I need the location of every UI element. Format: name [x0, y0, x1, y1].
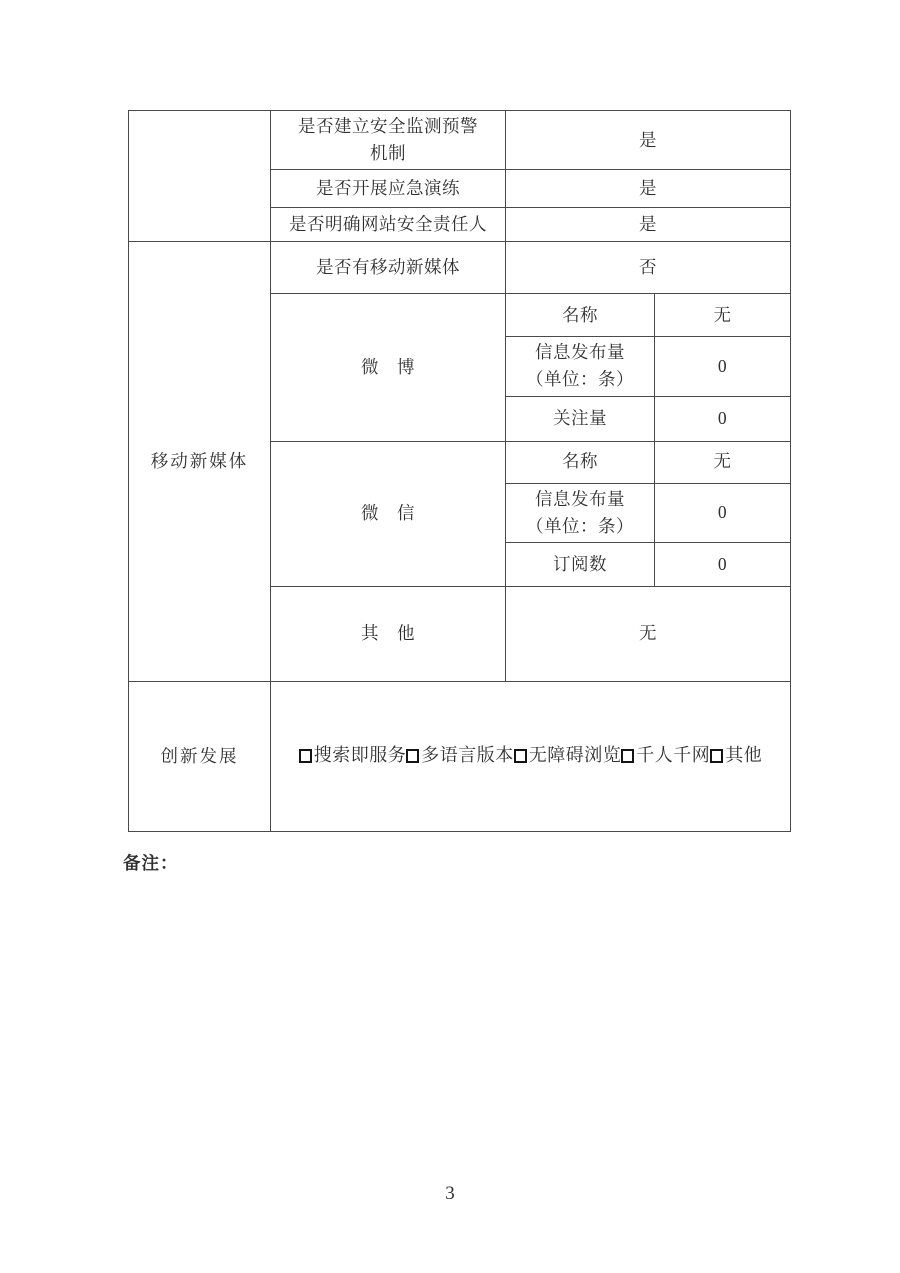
checkbox-other-icon[interactable] — [710, 749, 723, 763]
cell-security-monitor-label: 是否建立安全监测预警 机制 — [271, 111, 506, 170]
checkbox-label: 无障碍浏览 — [528, 745, 622, 766]
cell-weibo-posts-value: 0 — [655, 337, 791, 396]
cell-weibo-name-value: 无 — [655, 294, 791, 337]
cell-wechat-subscribers-label: 订阅数 — [506, 542, 655, 586]
cell-weibo-label: 微 博 — [271, 294, 506, 441]
cell-wechat-name-value: 无 — [655, 441, 791, 483]
cell-has-mobile-media-label: 是否有移动新媒体 — [271, 242, 506, 294]
checkbox-personalized-icon[interactable] — [621, 749, 634, 763]
checkbox-label: 多语言版本 — [421, 745, 514, 766]
cell-security-officer-value: 是 — [506, 208, 791, 242]
cell-other-media-label: 其 他 — [271, 586, 506, 681]
cell-wechat-name-label: 名称 — [506, 441, 655, 483]
table-row — [129, 242, 791, 294]
innovation-option — [710, 742, 762, 770]
cell-innovation-section-label: 创新发展 — [129, 681, 271, 831]
checkbox-label: 搜索即服务 — [313, 745, 407, 766]
report-table — [128, 110, 791, 832]
checkbox-search-as-service-icon[interactable] — [299, 749, 312, 763]
cell-wechat-posts-label: 信息发布量 （单位：条） — [506, 483, 655, 542]
cell-wechat-posts-value: 0 — [655, 483, 791, 542]
cell-has-mobile-media-value: 否 — [506, 242, 791, 294]
checkbox-label: 千人千网 — [636, 745, 711, 766]
cell-innovation-options — [271, 681, 791, 831]
checkbox-label: 其他 — [725, 745, 763, 766]
cell-emergency-drill-value: 是 — [506, 170, 791, 208]
table-row — [129, 681, 791, 831]
cell-weibo-followers-value: 0 — [655, 396, 791, 441]
innovation-option — [621, 742, 710, 770]
checkbox-multilingual-icon[interactable] — [406, 749, 419, 763]
cell-emergency-drill-label: 是否开展应急演练 — [271, 170, 506, 208]
innovation-options-row — [277, 742, 784, 770]
page-number: 3 — [445, 1183, 455, 1204]
innovation-option — [514, 742, 622, 770]
cell-other-media-value: 无 — [506, 586, 791, 681]
notes-label: 备注： — [123, 853, 179, 873]
cell-mobile-media-section-label: 移动新媒体 — [129, 242, 271, 682]
checkbox-accessibility-icon[interactable] — [514, 749, 527, 763]
innovation-option — [299, 742, 407, 770]
cell-security-officer-label: 是否明确网站安全责任人 — [271, 208, 506, 242]
cell-wechat-label: 微 信 — [271, 441, 506, 586]
cell-weibo-followers-label: 关注量 — [506, 396, 655, 441]
cell-security-monitor-value: 是 — [506, 111, 791, 170]
cell-weibo-name-label: 名称 — [506, 294, 655, 337]
cell-wechat-subscribers-value: 0 — [655, 542, 791, 586]
cell-previous-section-continuation — [129, 111, 271, 242]
cell-weibo-posts-label: 信息发布量 （单位：条） — [506, 337, 655, 396]
innovation-option — [406, 742, 514, 770]
table-row — [129, 111, 791, 170]
